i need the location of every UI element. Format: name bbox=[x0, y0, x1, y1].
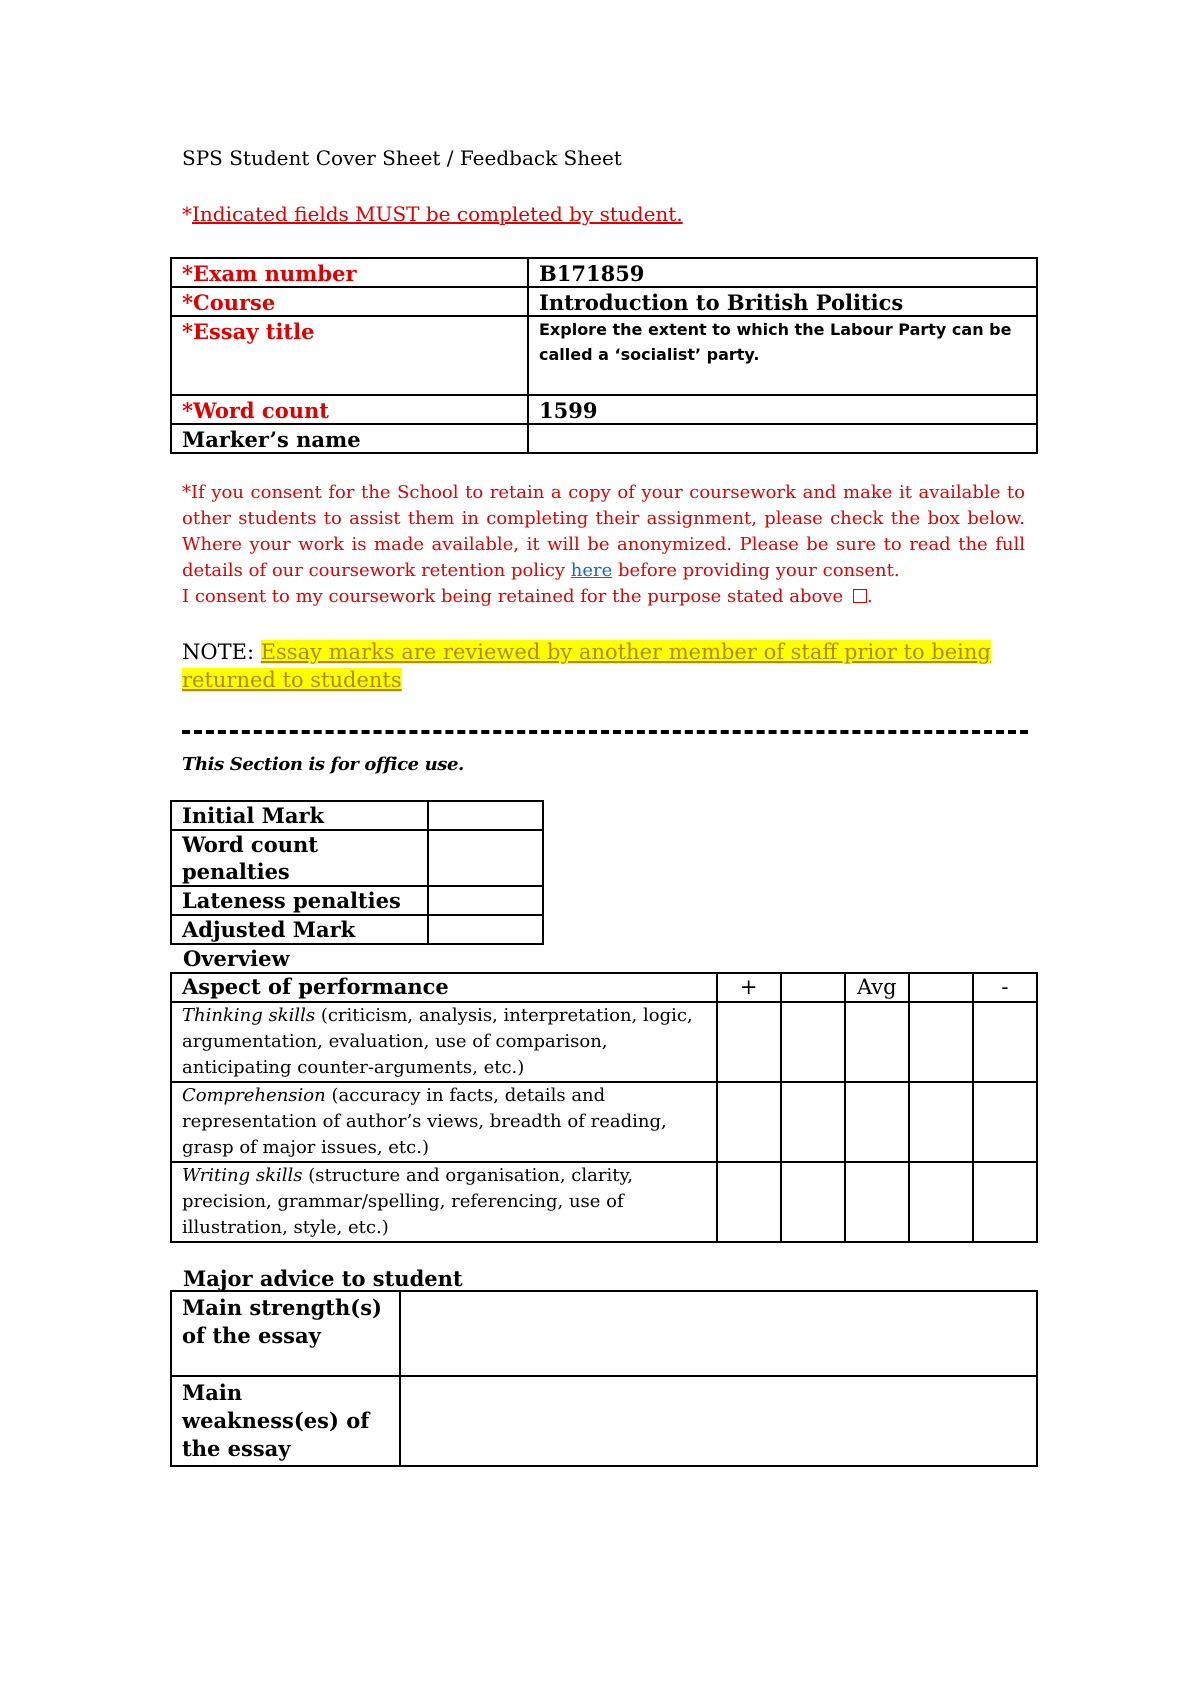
page-title: SPS Student Cover Sheet / Feedback Sheet bbox=[182, 146, 622, 170]
score-cell[interactable] bbox=[909, 1002, 973, 1082]
note-text: Essay marks are reviewed by another member of staff prior to being returned to students bbox=[182, 640, 991, 692]
word-count-label: *Word count bbox=[171, 395, 528, 424]
score-cell[interactable] bbox=[973, 1162, 1037, 1242]
advice-table bbox=[170, 1290, 1038, 1467]
consent-text-after-link: before providing your consent. bbox=[612, 560, 900, 581]
strengths-field[interactable] bbox=[400, 1291, 1037, 1376]
overview-header-row bbox=[171, 973, 1037, 1002]
scale-header-minus: - bbox=[973, 973, 1037, 1002]
score-cell[interactable] bbox=[845, 1162, 909, 1242]
course-label: *Course bbox=[171, 287, 528, 316]
marks-row bbox=[171, 886, 543, 915]
adjusted-mark-label: Adjusted Mark bbox=[171, 915, 428, 944]
marks-row bbox=[171, 915, 543, 944]
aspect-cell bbox=[171, 1082, 717, 1162]
score-cell[interactable] bbox=[717, 1082, 781, 1162]
weaknesses-row bbox=[171, 1376, 1037, 1466]
adjusted-mark-field[interactable] bbox=[428, 915, 543, 944]
weaknesses-label: Main weakness(es) of the essay bbox=[171, 1376, 400, 1466]
exam-number-row bbox=[171, 258, 1037, 287]
essay-title-field[interactable]: Explore the extent to which the Labour Party can be called a ‘socialist’ party. bbox=[528, 316, 1037, 395]
required-prefix: * bbox=[182, 202, 192, 226]
initial-mark-label: Initial Mark bbox=[171, 801, 428, 830]
marks-row bbox=[171, 830, 543, 886]
score-cell[interactable] bbox=[973, 1082, 1037, 1162]
marker-name-field[interactable] bbox=[528, 424, 1037, 453]
score-cell[interactable] bbox=[717, 1162, 781, 1242]
advice-title: Major advice to student bbox=[183, 1266, 463, 1291]
score-cell[interactable] bbox=[973, 1002, 1037, 1082]
score-cell[interactable] bbox=[845, 1082, 909, 1162]
word-count-row bbox=[171, 395, 1037, 424]
course-row bbox=[171, 287, 1037, 316]
overview-table bbox=[170, 972, 1038, 1243]
marker-name-row bbox=[171, 424, 1037, 453]
score-cell[interactable] bbox=[781, 1082, 845, 1162]
consent-statement-line bbox=[182, 584, 1025, 610]
word-count-penalties-field[interactable] bbox=[428, 830, 543, 886]
marker-name-label: Marker’s name bbox=[171, 424, 528, 453]
strengths-label: Main strength(s) of the essay bbox=[171, 1291, 400, 1376]
aspect-name: Comprehension bbox=[182, 1085, 326, 1106]
aspect-name: Thinking skills bbox=[182, 1005, 316, 1026]
overview-row-writing bbox=[171, 1162, 1037, 1242]
score-cell[interactable] bbox=[845, 1002, 909, 1082]
aspect-cell bbox=[171, 1002, 717, 1082]
marks-row bbox=[171, 801, 543, 830]
aspect-name: Writing skills bbox=[182, 1165, 303, 1186]
note-separator: : bbox=[246, 640, 261, 664]
required-note-text: Indicated fields MUST be completed by student. bbox=[192, 202, 683, 226]
retention-policy-link[interactable]: here bbox=[570, 560, 613, 581]
word-count-penalties-label: Word count penalties bbox=[171, 830, 428, 886]
consent-statement: I consent to my coursework being retained for the purpose stated above bbox=[182, 586, 844, 607]
strengths-row bbox=[171, 1291, 1037, 1376]
lateness-penalties-label: Lateness penalties bbox=[171, 886, 428, 915]
overview-title: Overview bbox=[183, 946, 290, 971]
word-count-field[interactable]: 1599 bbox=[528, 395, 1037, 424]
scale-header-avg: Avg bbox=[845, 973, 909, 1002]
course-field[interactable]: Introduction to British Politics bbox=[528, 287, 1037, 316]
aspect-detail: (structure and organisation, clarity, precision, grammar/spelling, referencing, use of illustration, style, etc.) bbox=[182, 1165, 633, 1238]
consent-checkbox[interactable] bbox=[853, 589, 867, 603]
marks-table bbox=[170, 800, 544, 945]
score-cell[interactable] bbox=[909, 1082, 973, 1162]
weaknesses-field[interactable] bbox=[400, 1376, 1037, 1466]
score-cell[interactable] bbox=[717, 1002, 781, 1082]
scale-header-plus: + bbox=[717, 973, 781, 1002]
essay-title-label: *Essay title bbox=[171, 316, 528, 395]
consent-text: *If you consent for the School to retain a copy of your coursework and make it available to other students to assist them in completing their assignment, please check the box below. Where your work is made available, it will be anonymized. Please be sure to read the full details of our coursework retention policy bbox=[182, 482, 1025, 581]
note-section bbox=[182, 638, 1032, 694]
scale-header-2 bbox=[781, 973, 845, 1002]
office-use-heading: This Section is for office use. bbox=[182, 754, 464, 775]
required-fields-note bbox=[182, 202, 683, 226]
scale-header-4 bbox=[909, 973, 973, 1002]
note-label: NOTE bbox=[182, 640, 247, 664]
score-cell[interactable] bbox=[781, 1162, 845, 1242]
section-divider bbox=[182, 730, 1028, 734]
score-cell[interactable] bbox=[781, 1002, 845, 1082]
consent-statement-end: . bbox=[866, 586, 873, 607]
overview-row-comprehension bbox=[171, 1082, 1037, 1162]
score-cell[interactable] bbox=[909, 1162, 973, 1242]
initial-mark-field[interactable] bbox=[428, 801, 543, 830]
consent-section bbox=[182, 480, 1025, 610]
student-info-table bbox=[170, 257, 1038, 454]
exam-number-field[interactable]: B171859 bbox=[528, 258, 1037, 287]
aspect-detail: (accuracy in facts, details and representation of author’s views, breadth of reading, grasp of major issues, etc.) bbox=[182, 1085, 667, 1158]
overview-row-thinking bbox=[171, 1002, 1037, 1082]
aspect-header: Aspect of performance bbox=[171, 973, 717, 1002]
exam-number-label: *Exam number bbox=[171, 258, 528, 287]
aspect-detail: (criticism, analysis, interpretation, logic, argumentation, evaluation, use of comparison, anticipating counter-arguments, etc.) bbox=[182, 1005, 693, 1078]
essay-title-row bbox=[171, 316, 1037, 395]
lateness-penalties-field[interactable] bbox=[428, 886, 543, 915]
aspect-cell bbox=[171, 1162, 717, 1242]
